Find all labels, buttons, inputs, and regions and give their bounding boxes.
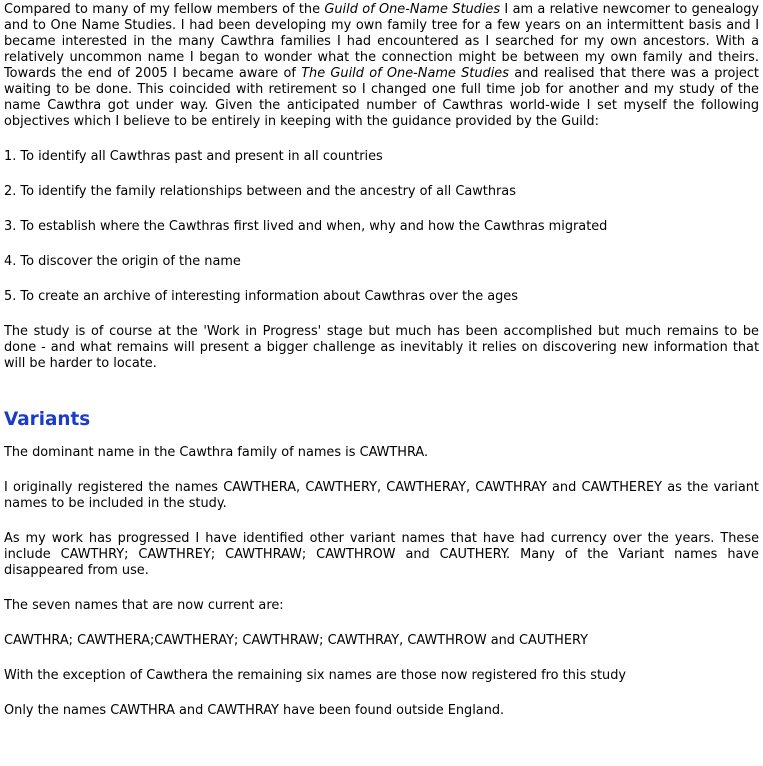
article-body [4, 2, 759, 738]
objective-1: 1. To identify all Cawthras past and present in all countries [4, 149, 383, 164]
variants-paragraph-6: With the exception of Cawthera the remaining six names are those now registered fro this study [4, 668, 627, 683]
objective-3: 3. To establish where the Cawthras first lived and when, why and how the Cawthras migrated [4, 219, 608, 234]
guild-name-full: The Guild of One-Name Studies [301, 66, 509, 81]
objective-2: 2. To identify the family relationships between and the ancestry of all Cawthras [4, 184, 516, 199]
intro-text-c: and realised that there was a project waiting to be done. This coincided with retirement so I changed one full time job for another and my study of the name Cawthra got under way. Given the anticipated number of Cawthras world-wide I set myself the following objectives which I believe to be entirely in keeping with the guidance provided by the Guild: [4, 66, 759, 129]
guild-name: Guild of One-Name Studies [324, 2, 501, 17]
variants-paragraph-2: I originally registered the names CAWTHERA, CAWTHERY, CAWTHERAY, CAWTHRAY and CAWTHEREY as the variant names to be included in the study. [4, 480, 759, 511]
variants-paragraph-5: CAWTHRA; CAWTHERA;CAWTHERAY; CAWTHRAW; CAWTHRAY, CAWTHROW and CAUTHERY [4, 633, 589, 648]
variants-paragraph-3: As my work has progressed I have identified other variant names that have had currency over the years. These include CAWTHRY; CAWTHREY; CAWTHRAW; CAWTHROW and CAUTHERY. Many of the Variant names have disappeared from use. [4, 531, 759, 578]
variants-paragraph-7: Only the names CAWTHRA and CAWTHRAY have been found outside England. [4, 703, 505, 718]
variants-paragraph-4: The seven names that are now current are: [4, 598, 284, 613]
intro-text-a: Compared to many of my fellow members of the [4, 2, 325, 17]
objective-5: 5. To create an archive of interesting information about Cawthras over the ages [4, 289, 518, 304]
progress-paragraph: The study is of course at the 'Work in Progress' stage but much has been accomplished but much remains to be done - and what remains will present a bigger challenge as inevitably it relies on discovering new information that will be harder to locate. [4, 324, 759, 371]
variants-heading: Variants [4, 409, 91, 430]
objective-4: 4. To discover the origin of the name [4, 254, 241, 269]
intro-paragraph [4, 2, 759, 130]
variants-paragraph-1: The dominant name in the Cawthra family of names is CAWTHRA. [4, 445, 429, 460]
intro-text-b: I am a relative newcomer to genealogy and to One Name Studies. I had been developing my own family tree for a few years on an intermittent basis and I became interested in the many Cawthra families I had encountered as I searched for my own ancestors. With a relatively uncommon name I began to wonder what the connection might be between my own family and theirs. Towards the end of 2005 I became aware of [4, 2, 760, 81]
